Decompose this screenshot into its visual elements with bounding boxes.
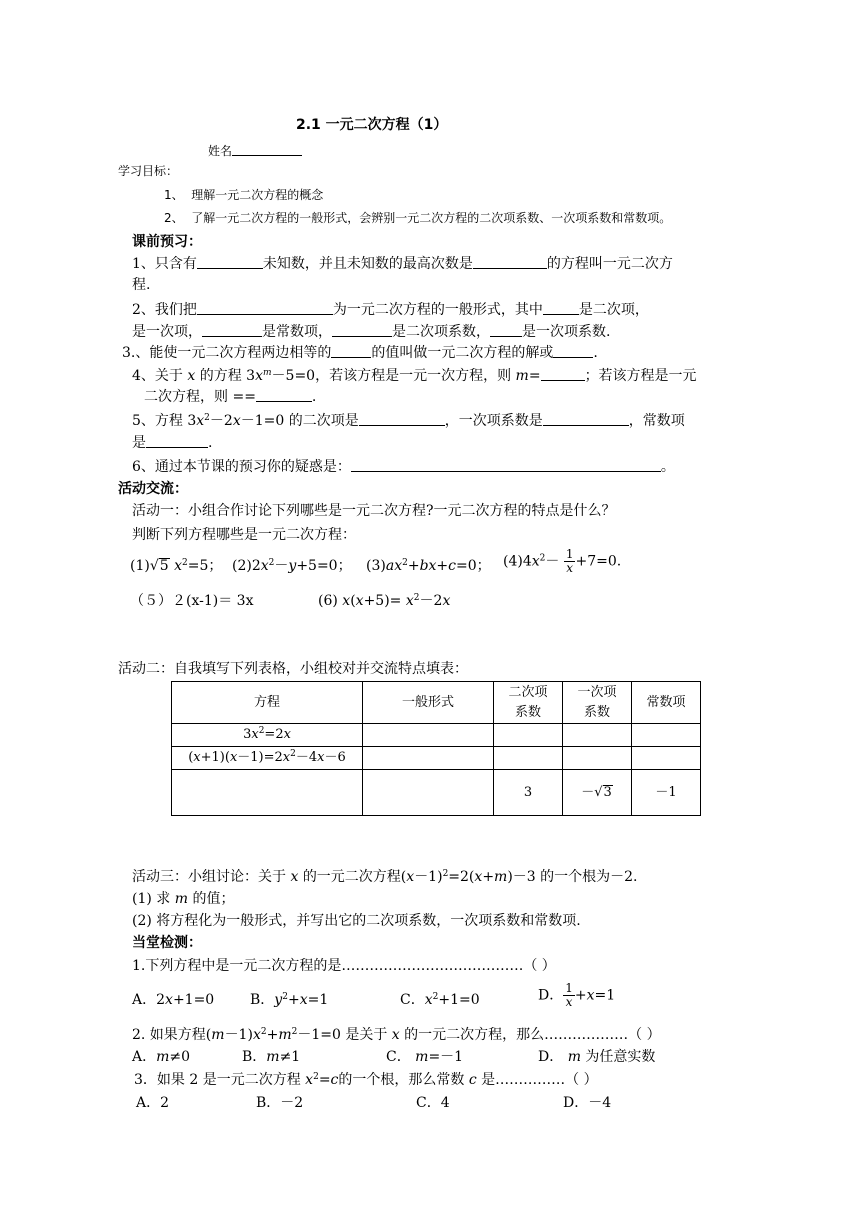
fraction-1-over-x: $\frac{1}{x}$ xyxy=(565,981,573,1009)
preview-q1: 1、只含有 未知数，并且未知数的最高次数是 的方程叫一元二次方 xyxy=(132,256,673,272)
check-q2-option-d[interactable]: D． m 为任意实数 xyxy=(538,1049,656,1065)
objective-2 xyxy=(164,210,671,226)
preview-heading: 课前预习： xyxy=(132,234,202,250)
name-field xyxy=(208,142,302,159)
table-cell[interactable] xyxy=(172,770,363,816)
check-q2-option-c[interactable]: C． m=－1 xyxy=(386,1049,464,1065)
name-label: 姓名 xyxy=(208,144,233,158)
preview-q5-cont: 是 . xyxy=(132,435,213,451)
fraction-1-over-x: $\frac{1}{x}$ xyxy=(565,547,574,575)
check-q3-option-d[interactable]: D．－4 xyxy=(563,1095,612,1111)
equation-5: （５）２(x-1)＝ 3x xyxy=(130,593,254,609)
table-cell[interactable] xyxy=(563,724,632,747)
table-cell[interactable] xyxy=(563,747,632,770)
check-q2-option-b[interactable]: B．m≠1 xyxy=(242,1049,301,1065)
table-cell[interactable] xyxy=(363,747,494,770)
table-cell[interactable] xyxy=(363,724,494,747)
table-header-quadratic-coef: 二次项 系数 xyxy=(494,682,563,724)
check-q1-option-a[interactable]: A．2x+1=0 xyxy=(132,992,215,1008)
table-cell-linear-coef: －√3 xyxy=(563,770,632,816)
activity-3-step-2: (2) 将方程化为一般形式，并写出它的二次项系数，一次项系数和常数项. xyxy=(132,913,581,929)
objective-2-num: 2、 xyxy=(164,211,184,225)
check-q3-option-a[interactable]: A．2 xyxy=(136,1095,170,1111)
check-q3-option-b[interactable]: B．－2 xyxy=(256,1095,304,1111)
equation-2: $(2)2x^2-y+5=0$； xyxy=(232,558,352,574)
equation-3: $(3)ax^2+bx+c=0$； xyxy=(366,558,491,574)
equation-6: (6) $x(x+5)= x^2-2x$ xyxy=(318,593,451,609)
table-cell[interactable] xyxy=(363,770,494,816)
page-title: 2.1 一元二次方程（1） xyxy=(296,117,448,133)
check-q1-option-c[interactable]: C．$x^2+1=0$ xyxy=(400,992,480,1008)
table-cell-equation: $(x+1)(x-1)=2x^2-4x-6$ xyxy=(172,747,363,770)
preview-q5: 5、方程 $3x^2-2x-1=0$ 的二次项是 ，一次项系数是 ，常数项 xyxy=(132,413,685,429)
table-cell[interactable] xyxy=(494,724,563,747)
activity-1-text: 活动一：小组合作讨论下列哪些是一元二次方程?一元二次方程的特点是什么？ xyxy=(132,503,616,519)
activity-3-step-1: (1) 求 m 的值； xyxy=(132,891,235,907)
preview-q1-cont: 程. xyxy=(132,277,151,293)
coefficient-table xyxy=(171,681,701,816)
table-row xyxy=(172,747,701,770)
check-q1-option-b[interactable]: B．$y^2+x=1$ xyxy=(250,992,329,1008)
table-header-constant: 常数项 xyxy=(632,682,701,724)
objective-1-num: 1、 xyxy=(164,188,184,202)
table-header-linear-coef: 一次项 系数 xyxy=(563,682,632,724)
table-header-equation: 方程 xyxy=(172,682,363,724)
table-row xyxy=(172,770,701,816)
check-q3: 3．如果 2 是一元二次方程 $x^2=c$的一个根，那么常数 c 是……………（ ） xyxy=(134,1072,598,1088)
table-cell[interactable] xyxy=(632,724,701,747)
activity-2-text: 活动二：自我填写下列表格，小组校对并交流特点填表： xyxy=(118,661,468,677)
table-cell-constant: －1 xyxy=(632,770,701,816)
preview-q2-cont: 是一次项， 是常数项， 是二次项系数， 是一次项系数. xyxy=(132,324,611,340)
table-cell[interactable] xyxy=(632,747,701,770)
table-cell-quadratic-coef: 3 xyxy=(494,770,563,816)
preview-q4: 4、关于 x 的方程 $3x^m-5=0$，若该方程是一元一次方程，则 m= ；若该方程是一元 xyxy=(132,368,697,384)
check-q2-option-a[interactable]: A．m≠0 xyxy=(132,1049,191,1065)
activity-1-judge: 判断下列方程哪些是一元二次方程： xyxy=(132,527,356,543)
check-heading: 当堂检测： xyxy=(132,935,202,951)
check-q3-option-c[interactable]: C．4 xyxy=(416,1095,450,1111)
preview-q2: 2、我们把 为一元二次方程的一般形式，其中 是二次项， xyxy=(132,302,649,318)
name-blank xyxy=(232,142,302,156)
activity-heading: 活动交流： xyxy=(118,481,188,497)
check-q1: 1.下列方程中是一元二次方程的是…………………………………（ ） xyxy=(132,958,556,974)
check-q2: 2. 如果方程$(m-1)x^2+m^2-1=0$ 是关于 x 的一元二次方程，那么………………（ ） xyxy=(132,1027,661,1043)
table-row xyxy=(172,724,701,747)
preview-q6: 6、通过本节课的预习你的疑惑是： 。 xyxy=(132,459,675,475)
activity-3-text: 活动三：小组讨论：关于 x 的一元二次方程$(x-1)^2=2(x+m)-3$ 的一个根为－2. xyxy=(132,869,638,885)
objectives-heading: 学习目标： xyxy=(118,164,179,178)
objective-2-text: 了解一元二次方程的一般形式，会辨别一元二次方程的二次项系数、一次项系数和常数项。 xyxy=(191,211,672,225)
table-cell-equation: $3x^2=2x$ xyxy=(172,724,363,747)
table-cell[interactable] xyxy=(494,747,563,770)
equation-1: (1)√5 $x^2=5$； xyxy=(130,558,223,574)
table-header-general-form: 一般形式 xyxy=(363,682,494,724)
objective-1 xyxy=(164,187,323,203)
equation-4: $(4)4x^2-$ $\frac{1}{x}$ +7=0. xyxy=(503,547,622,575)
check-q1-option-d[interactable]: D． $\frac{1}{x}$ +x=1 xyxy=(538,981,616,1009)
objective-1-text: 理解一元二次方程的概念 xyxy=(191,188,324,202)
preview-q4-cont: 二次方程，则 == . xyxy=(144,389,317,405)
preview-q3: 3.、能使一元二次方程两边相等的 的值叫做一元二次方程的解或 . xyxy=(122,345,598,361)
